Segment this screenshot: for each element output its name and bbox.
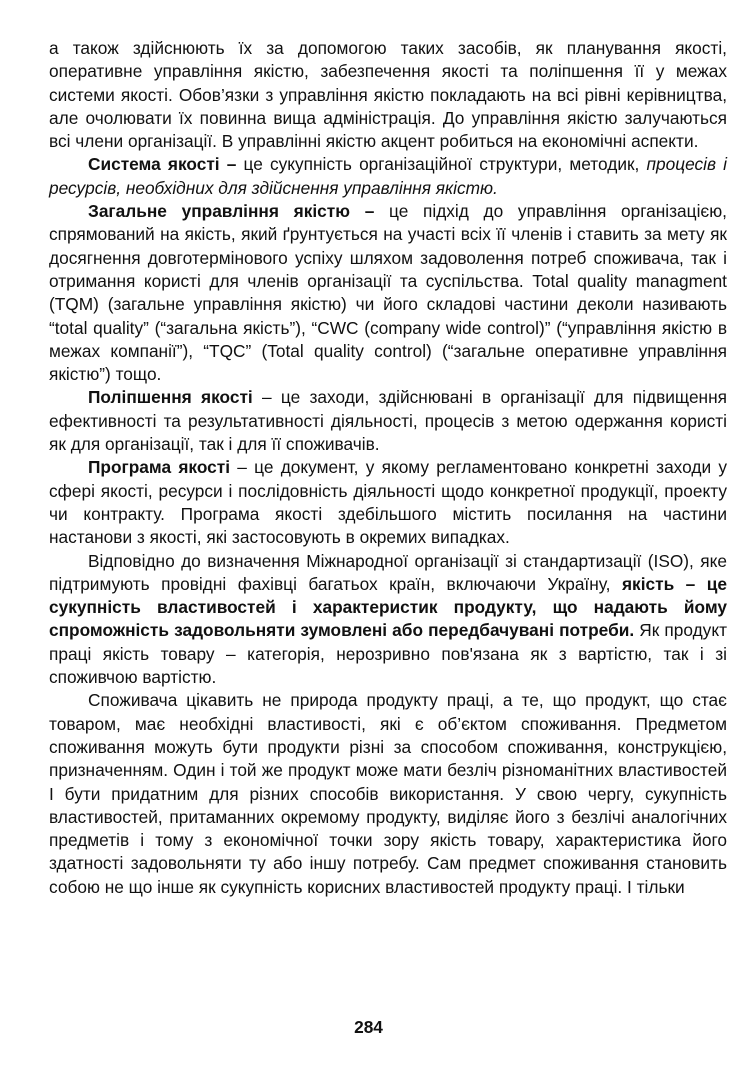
definition-total-quality-management — [49, 200, 727, 386]
term-total-quality-management: Загальне управління якістю – — [88, 201, 375, 222]
paragraph-text: а також здійснюють їх за допомогою таких засобів, як планування якості, оперативне управління якістю, забезпечення якості та поліпшення її у межах системи якості. Обов’язки з управління якістю покладають на всі рівні керівництва, але очолювати їх повинна вища адміністрація. До управління якістю залучаються всі члени організації. В управлінні якістю акцент робиться на економічні аспекти. — [49, 38, 727, 152]
paragraph-text: Споживача цікавить не природа продукту праці, а те, що продукт, що стає товаром, має необхідні властивості, які є об’єктом споживання. Предметом споживання можуть бути продукти різні за способом споживання, конструкцією, призначенням. Один і той же продукт може мати безліч різноманітних властивостей І бути придатним для різних способів використання. У свою чергу, сукупність властивостей, притаманних окремому продукту, виділяє його з безлічі аналогічних предметів і тому з економічної точки зору якість товару, характеристика його здатності задовольняти ту або іншу потребу. Сам предмет споживання становить собою не що інше як сукупність корисних властивостей продукту праці. І тільки — [49, 690, 727, 897]
paragraph-tail: Як продукт праці якість товару – категорія, нерозривно пов'язана як з вартістю, так і зі споживчою вартістю. — [49, 620, 727, 688]
paragraph-continuation — [49, 37, 727, 153]
definition-quality-program — [49, 456, 727, 549]
paragraph-consumer — [49, 689, 727, 899]
definition-quality-improvement — [49, 386, 727, 456]
page-number: 284 — [354, 1017, 383, 1037]
paragraph-lead: Відповідно до визначення Міжнародної організації зі стандартизації (ISO), яке підтримують провідні фахівці багатьох країн, включаючи Україну, — [49, 550, 727, 594]
term-quality-improvement: Поліпшення якості — [88, 387, 253, 408]
definition-quality-iso — [49, 550, 727, 690]
term-quality-system: Система якості – — [88, 154, 237, 175]
page-body — [49, 37, 727, 899]
term-quality-program: Програма якості — [88, 457, 231, 478]
definition-text: це підхід до управління організацією, спрямований на якість, який ґрунтується на участі всіх її членів і ставить за мету як досягнення довготермінового успіху шляхом задоволення потреб споживача, так і отримання користі для членів організації та суспільства. Total quality managment (TQM) (загальне управління якістю) чи його складові частини деколи називають “total quality” (“загальна якість”), “CWC (company wide control)” (“управління якістю в межах компанії”), “TQC” (Total quality control) (“загальне оперативне управління якістю”) тощо. — [49, 201, 727, 385]
definition-quality-system — [49, 153, 727, 200]
definition-text-italic: процесів і ресурсів, необхідних для здійснення управління якістю. — [49, 154, 727, 198]
iso-quality-definition: якість – це сукупність властивостей і характеристик продукту, що надають йому спроможність задовольняти зумовлені або передбачувані потреби. — [49, 573, 727, 641]
definition-text: – це заходи, здійснювані в організації для підвищення ефективності та результативності діяльності, процесів з метою одержання користі як для організації, так і для її споживачів. — [49, 387, 727, 455]
definition-text: – це документ, у якому регламентовано конкретні заходи у сфері якості, ресурси і послідовність діяльності щодо конкретної продукції, проекту чи контракту. Програма якості здебільшого містить посилання на частини настанови з якості, які застосовують в окремих випадках. — [49, 457, 727, 548]
definition-text: це сукупність організаційної структури, методик, — [236, 154, 640, 175]
